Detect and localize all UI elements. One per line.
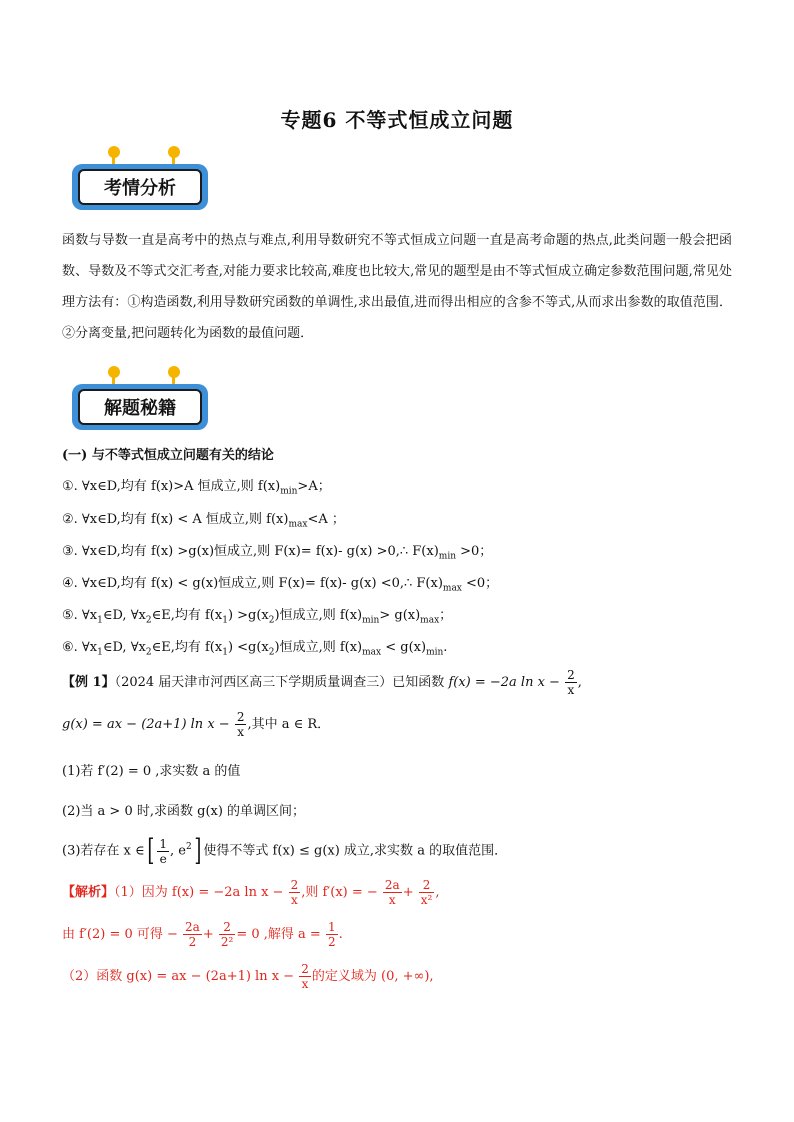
conclusion-text: <A ； — [307, 512, 345, 527]
solution-label: 【解析】 — [62, 885, 115, 900]
subscript: min — [280, 486, 298, 497]
conclusion-text: >0； — [456, 544, 493, 559]
bracket-left: [ — [146, 833, 155, 868]
solution-text: （2）函数 g(x) = ax − (2a+1) ln x − — [62, 969, 295, 984]
fraction-numerator: 2 — [290, 878, 299, 892]
solution-line-1 — [62, 878, 722, 907]
conclusion-text: ⑥. ∀x — [62, 640, 98, 655]
fraction-numerator: 2a — [185, 920, 200, 934]
subscript: 1 — [97, 615, 103, 626]
operator: + — [402, 885, 414, 900]
subscript: 2 — [268, 647, 275, 658]
punctuation: , — [435, 885, 440, 900]
conclusion-text: ∈E,均有 f(x — [151, 608, 223, 623]
question-text: (3)若存在 x ∈ — [62, 843, 145, 859]
fraction-denominator: 2² — [220, 935, 234, 949]
pin-icon — [108, 146, 120, 158]
solution-text: ,则 f′(x) = − — [301, 885, 378, 900]
fraction-denominator: x — [388, 893, 396, 907]
conclusion-2 — [62, 508, 722, 530]
g-definition: g(x) = ax − (2a+1) ln x − — [62, 717, 230, 732]
subscript: max — [362, 647, 382, 658]
conclusion-text: ) <g(x — [227, 640, 269, 655]
fraction-denominator: x — [301, 977, 309, 991]
conclusion-text: ) >g(x — [227, 608, 269, 623]
solution-line-3 — [62, 962, 722, 991]
conclusion-text: )恒成立,则 f(x) — [274, 640, 363, 655]
punctuation: . — [338, 927, 343, 942]
fraction-denominator: e — [159, 851, 167, 866]
fraction-numerator: 2a — [384, 878, 400, 892]
conclusion-1 — [62, 475, 722, 497]
fraction-denominator: x — [237, 725, 245, 739]
question-2: (2)当 a > 0 时,求函数 g(x) 的单调区间； — [62, 804, 306, 819]
solution-text: （1）因为 f(x) = −2a ln x − — [114, 885, 284, 900]
fraction — [565, 668, 577, 697]
conclusion-text: < g(x) — [381, 640, 427, 655]
fraction-numerator: 1 — [159, 836, 167, 851]
fraction-denominator: x — [291, 893, 298, 907]
solution-text: = 0 ,解得 a = — [236, 927, 321, 942]
conclusion-text: > g(x) — [379, 608, 421, 623]
subscript: 2 — [145, 647, 152, 658]
conclusion-text: ⑤. ∀x — [62, 608, 98, 623]
conclusion-text: >A； — [297, 479, 331, 494]
badge-frame — [72, 384, 208, 430]
conclusion-text: . — [443, 640, 448, 655]
pin-icon — [168, 366, 180, 378]
g-definition-line — [62, 710, 722, 739]
question-text: , e — [170, 843, 186, 859]
subscript: 2 — [145, 615, 152, 626]
pin-icon — [108, 366, 120, 378]
example-header — [62, 668, 722, 697]
subscript: 1 — [222, 615, 228, 626]
section-badge-secrets — [72, 366, 208, 428]
question-1: (1)若 f′(2) = 0 ,求实数 a 的值 — [62, 764, 241, 779]
fraction — [157, 837, 169, 866]
example-source: （2024 届天津市河西区高三下学期质量调查三）已知函数 — [114, 675, 445, 690]
fraction-numerator: 2 — [219, 920, 235, 935]
punctuation: , — [577, 675, 582, 690]
example-label: 【例 1】 — [62, 675, 115, 690]
fraction — [299, 962, 311, 991]
conclusion-4 — [62, 572, 722, 594]
conclusion-text: ②. ∀x∈D,均有 f(x) < A 恒成立,则 f(x) — [62, 512, 289, 527]
fraction — [326, 920, 338, 949]
fraction-numerator: 1 — [327, 920, 336, 934]
operator: + — [202, 927, 214, 942]
subscript: 1 — [97, 647, 103, 658]
badge-frame — [72, 164, 208, 210]
conclusion-text: ； — [439, 608, 453, 623]
conclusion-text: ①. ∀x∈D,均有 f(x)>A 恒成立,则 f(x) — [62, 479, 281, 494]
subscript: min — [362, 615, 380, 626]
conclusion-6 — [62, 636, 722, 658]
conclusion-text: )恒成立,则 f(x) — [274, 608, 363, 623]
conclusion-text: ∈E,均有 f(x — [151, 640, 223, 655]
solution-text: 的定义域为 (0, +∞), — [311, 969, 434, 984]
fraction-denominator: x² — [420, 893, 433, 907]
fraction — [419, 878, 435, 907]
intro-paragraph: 函数与导数一直是高考中的热点与难点,利用导数研究不等式恒成立问题一直是高考命题的热点,此类问题一般会把函数、导数及不等式交汇考查,对能力要求比较高,难度也比较大,常见的题型是由不等式恒成立确定参数范围问题,常见处理方法有：①构造函数,利用导数研究函数的单调性,求出最值,进而得出相应的含参不等式,从而求出参数的取值范围．②分离变量,把问题转化为函数的最值问题． — [62, 233, 732, 341]
fraction-denominator: 2 — [327, 935, 336, 949]
conclusion-text: ∈D, ∀x — [102, 608, 146, 623]
fraction-denominator: x — [567, 683, 575, 697]
fraction — [289, 878, 301, 907]
subscript: min — [438, 551, 456, 562]
fraction-numerator: 2 — [236, 710, 245, 724]
conclusion-text: ④. ∀x∈D,均有 f(x) < g(x)恒成立,则 F(x)= f(x)- g(x) <0,∴ F(x) — [62, 576, 443, 591]
conclusion-text: <0； — [461, 576, 499, 591]
superscript: 2 — [185, 842, 192, 853]
solution-text: 由 f′(2) = 0 可得 − — [62, 927, 178, 942]
pin-icon — [168, 146, 180, 158]
fraction-numerator: 2 — [419, 878, 435, 893]
question-3 — [62, 833, 722, 868]
section-label-analysis: 考情分析 — [78, 169, 202, 205]
subscript: max — [442, 583, 462, 594]
page-title: 专题6 不等式恒成立问题 — [280, 108, 514, 132]
conclusion-3 — [62, 540, 722, 562]
subscript: min — [426, 647, 444, 658]
g-tail: ,其中 a ∈ R． — [247, 717, 331, 732]
fraction — [219, 920, 235, 949]
subscript: 2 — [268, 615, 275, 626]
fraction-numerator: 2 — [567, 668, 575, 682]
subscript: 1 — [222, 647, 228, 658]
fraction-denominator: 2 — [188, 935, 197, 949]
solution-line-2 — [62, 920, 722, 949]
fraction — [235, 710, 247, 739]
f-definition: f(x) = −2a ln x − — [448, 675, 560, 690]
conclusion-text: ∈D, ∀x — [102, 640, 146, 655]
section-label-secrets: 解题秘籍 — [78, 389, 202, 425]
subscript: max — [288, 519, 308, 530]
question-text: 使得不等式 f(x) ≤ g(x) 成立,求实数 a 的取值范围． — [203, 843, 508, 859]
subscript: max — [420, 615, 440, 626]
section-badge-analysis — [72, 146, 208, 208]
fraction-numerator: 2 — [301, 962, 309, 976]
conclusion-5 — [62, 604, 722, 626]
conclusion-text: ③. ∀x∈D,均有 f(x) >g(x)恒成立,则 F(x)= f(x)- g(x) >0,∴ F(x) — [62, 544, 439, 559]
subheading: (一) 与不等式恒成立问题有关的结论 — [62, 448, 274, 463]
fraction — [383, 878, 402, 907]
fraction — [183, 920, 202, 949]
bracket-right: ] — [194, 833, 202, 868]
